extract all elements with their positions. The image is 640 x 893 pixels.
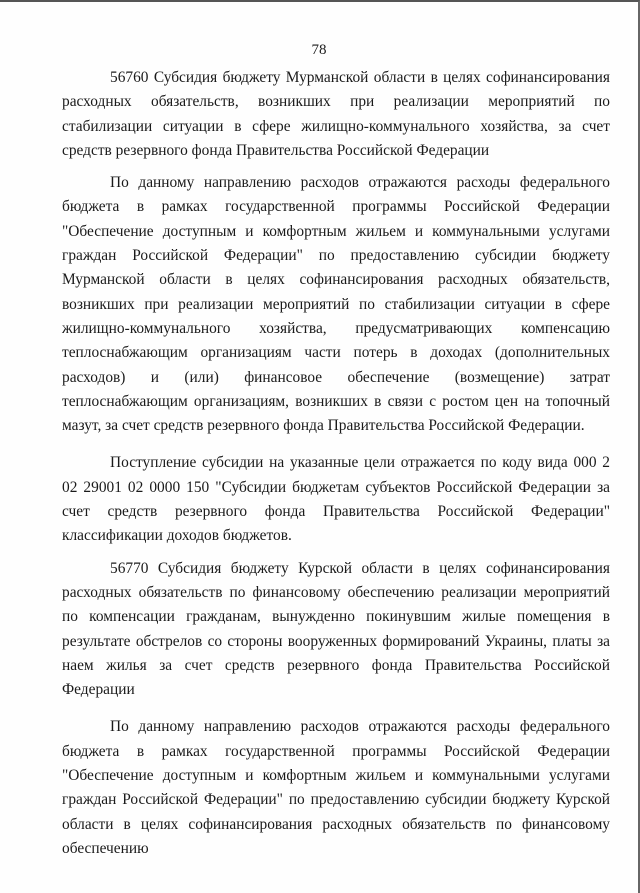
paragraph-description-56760: По данному направлению расходов отражаются расходы федерального бюджета в рамках государственной программы Российской Федерации "Обеспечение доступным и комфортным жильем и коммунальными услугами граждан Российской Федерации" по предоставлению субсидии бюджету Мурманской области в целях софинансирования расходных обязательств, возникших при реализации мероприятий по стабилизации ситуации в сфере жилищно-коммунального хозяйства, предусматривающих компенсацию теплоснабжающим организациям части потерь в доходах (дополнительных расходов) и (или) финансовое обеспечение (возмещение) затрат теплоснабжающим организациям, возникших в связи с ростом цен на топочный мазут, за счет средств резервного фонда Правительства Российской Федерации. [62, 174, 610, 435]
paragraph-income-code: Поступление субсидии на указанные цели отражается по коду вида 000 2 02 29001 02 0000 150 "Субсидии бюджетам субъектов Российской Федерации за счет средств резервного фонда Правительства Российской Федерации" классификации доходов бюджетов. [62, 454, 610, 545]
paragraph-heading-56770: 56770 Субсидия бюджету Курской области в целях софинансирования расходных обязательств по финансовому обеспечению реализации мероприятий по компенсации гражданам, вынужденно покинувшим жилые помещения в результате обстрелов со стороны вооруженных формирований Украины, платы за наем жилья за счет средств резервного фонда Правительства Российской Федерации [62, 559, 610, 699]
paragraph-heading-56760: 56760 Субсидия бюджету Мурманской области в целях софинансирования расходных обязательств, возникших при реализации мероприятий по стабилизации ситуации в сфере жилищно-коммунального хозяйства, за счет средств резервного фонда Правительства Российской Федерации [62, 69, 610, 159]
page-number: 78 [311, 42, 327, 58]
document-body [62, 66, 610, 874]
paragraph-description-56770: По данному направлению расходов отражаются расходы федерального бюджета в рамках государственной программы Российской Федерации "Обеспечение доступным и комфортным жильем и коммунальными услугами граждан Российской Федерации" по предоставлению субсидии бюджету Курской области в целях софинансирования расходных обязательств по финансовому обеспечению [62, 718, 610, 857]
